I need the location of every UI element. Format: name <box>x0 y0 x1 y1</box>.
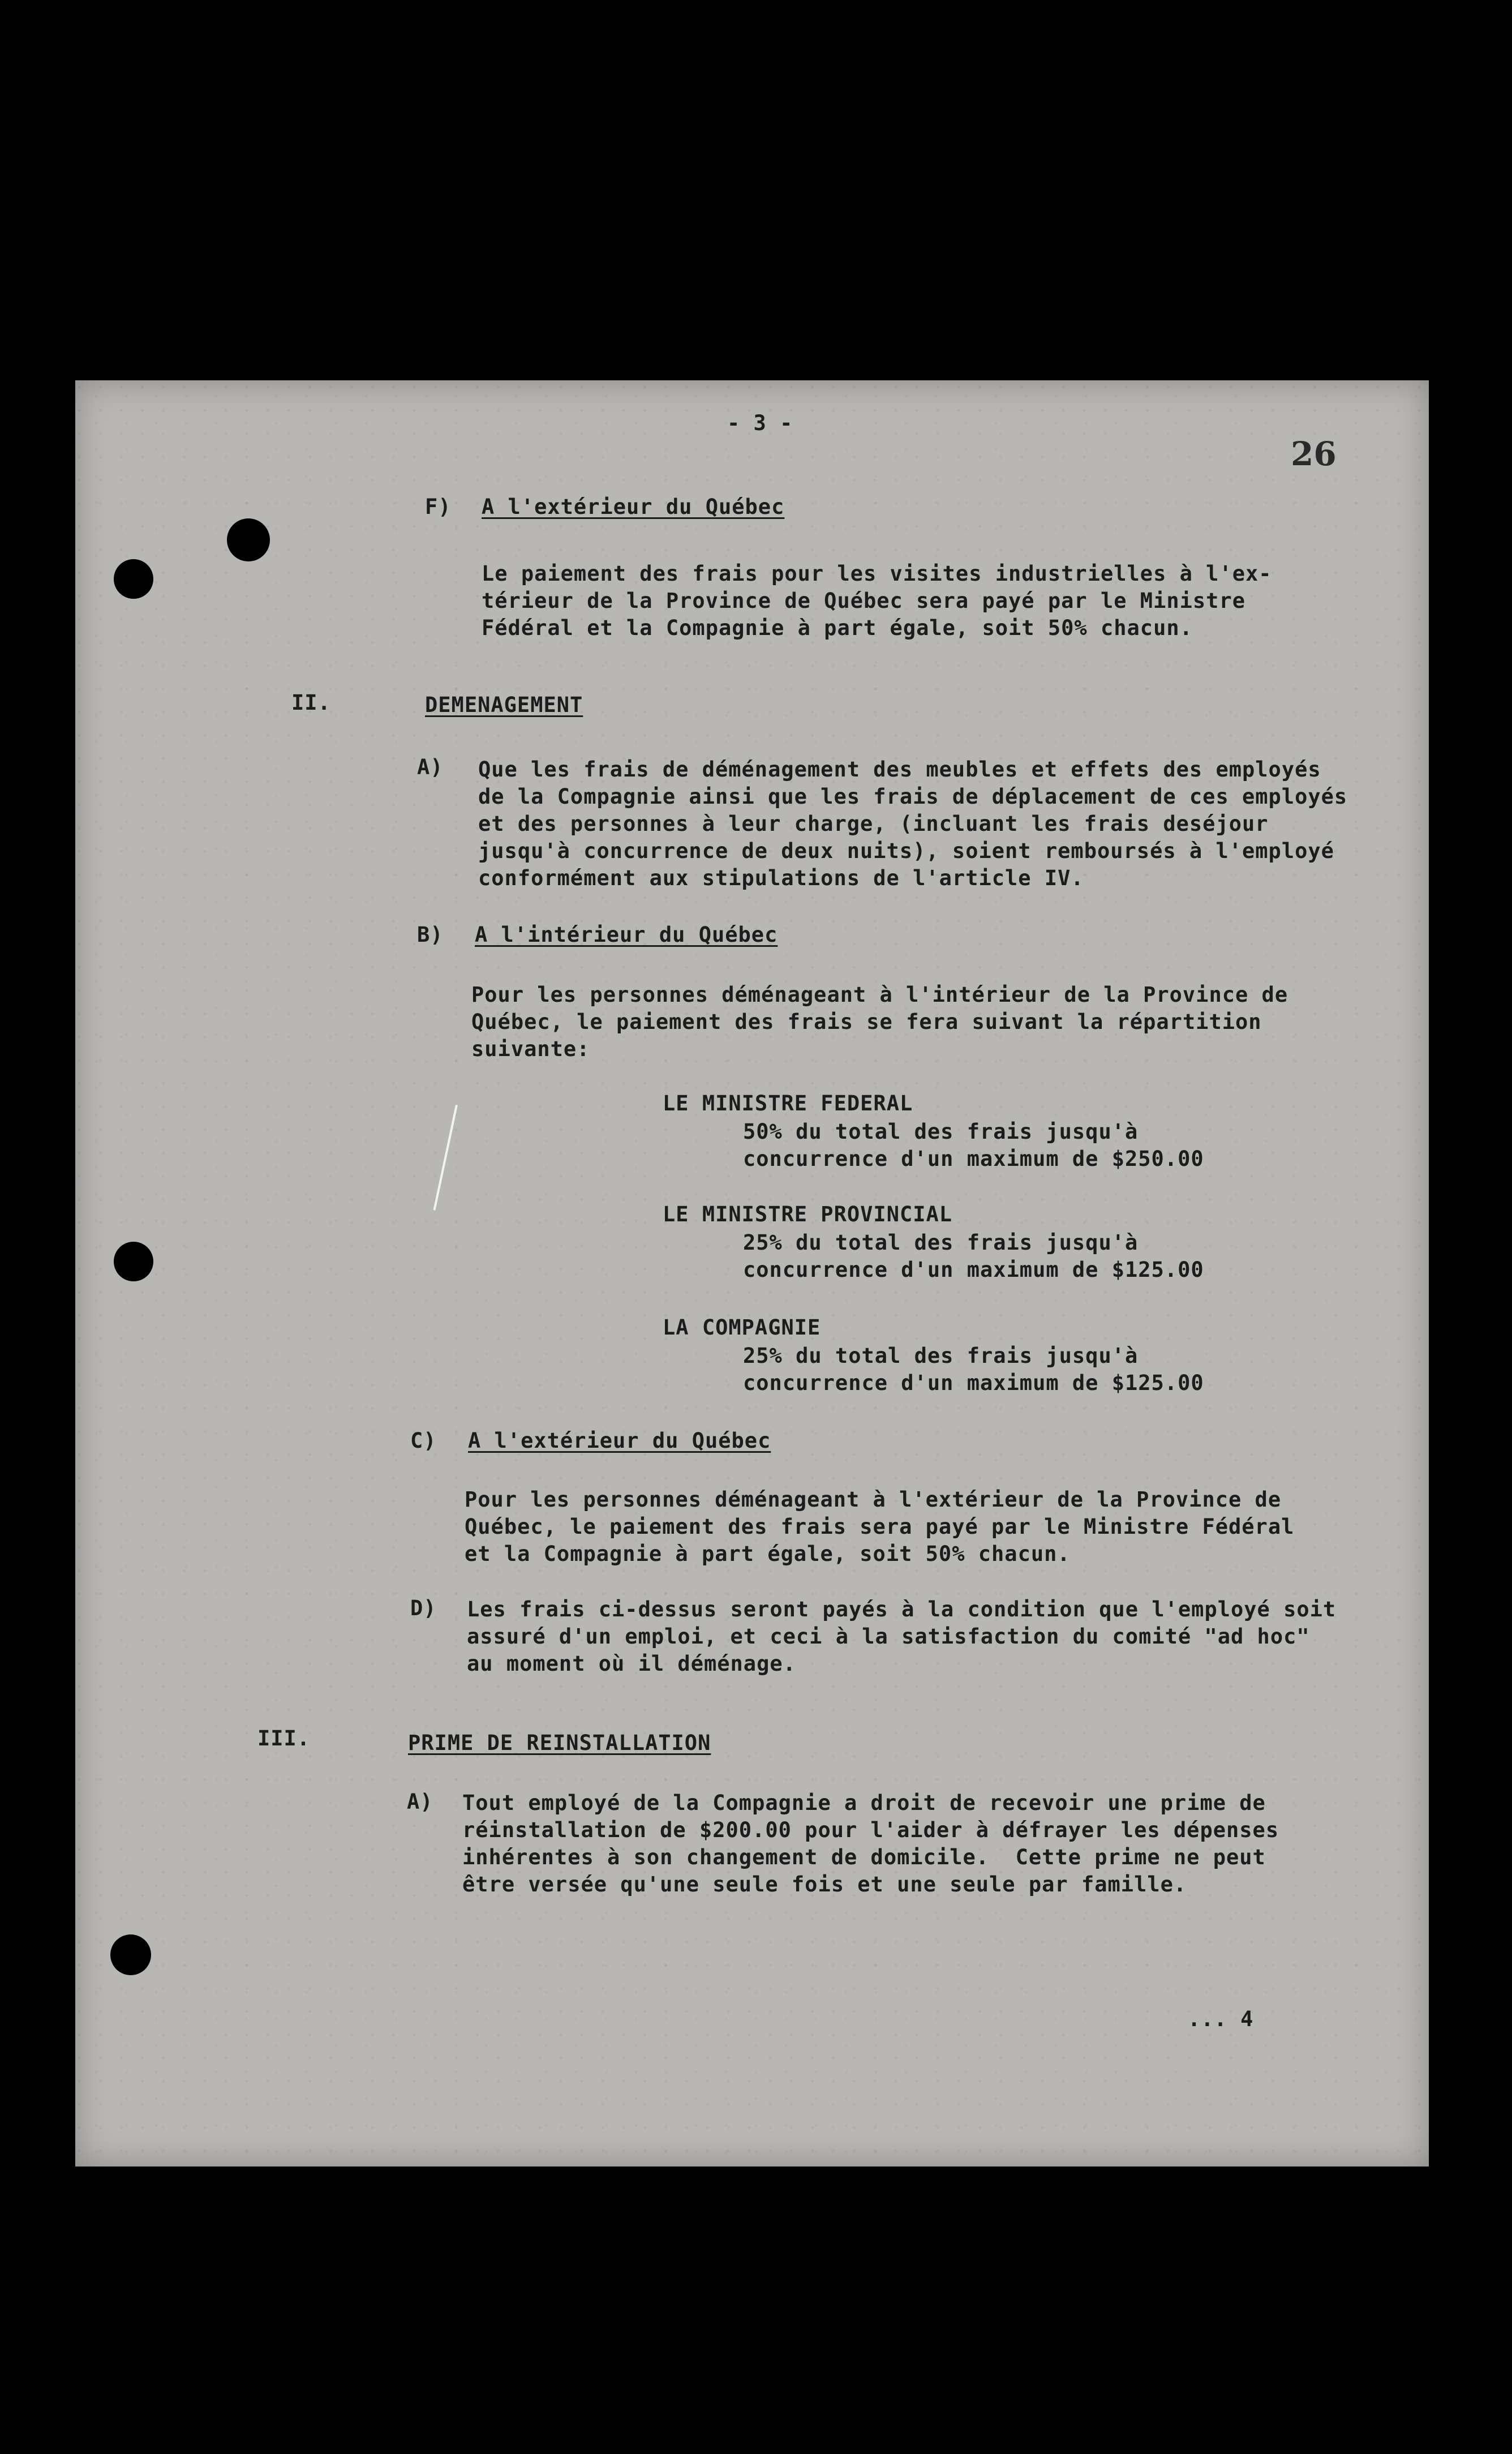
section-2b-label: B) <box>417 923 444 947</box>
section-2c-line: Pour les personnes déménageant à l'extérieur de la Province de <box>465 1487 1282 1512</box>
section-2d-label: D) <box>410 1596 437 1620</box>
section-f-label: F) <box>425 495 452 519</box>
section-3a-line: réinstallation de $200.00 pour l'aider à défrayer les dépenses <box>462 1818 1279 1842</box>
section-2a-label: A) <box>417 755 444 779</box>
section-2c-heading: A l'extérieur du Québec <box>468 1428 771 1453</box>
folio-number: 26 <box>1291 435 1337 473</box>
section-f-line: térieur de la Province de Québec sera payé par le Ministre <box>482 589 1246 613</box>
section-2b-line: suivante: <box>471 1037 590 1061</box>
share-title: LE MINISTRE PROVINCIAL <box>663 1202 953 1226</box>
section-3a-label: A) <box>407 1790 433 1814</box>
section-2c-label: C) <box>410 1428 437 1453</box>
document-page <box>75 380 1429 2166</box>
section-f-line: Fédéral et la Compagnie à part égale, soit 50% chacun. <box>482 616 1193 640</box>
section-2b-line: Pour les personnes déménageant à l'intérieur de la Province de <box>471 983 1288 1007</box>
section-2d-line: Les frais ci-dessus seront payés à la condition que l'employé soit <box>467 1597 1337 1621</box>
section-3-heading: PRIME DE REINSTALLATION <box>408 1731 711 1755</box>
section-3-number: III. <box>257 1726 311 1751</box>
section-2a-line: Que les frais de déménagement des meubles et effets des employés <box>478 757 1321 782</box>
punch-hole <box>227 518 270 561</box>
section-2-heading: DEMENAGEMENT <box>425 693 583 717</box>
section-2a-line: et des personnes à leur charge, (incluant les frais deséjour <box>478 812 1269 836</box>
section-2a-line: jusqu'à concurrence de deux nuits), soient remboursés à l'employé <box>478 839 1334 863</box>
section-2b-heading: A l'intérieur du Québec <box>475 923 778 947</box>
punch-hole <box>114 1242 153 1281</box>
section-f-line: Le paiement des frais pour les visites industrielles à l'ex- <box>482 561 1272 586</box>
share-title: LE MINISTRE FEDERAL <box>663 1091 913 1116</box>
section-2b-line: Québec, le paiement des frais se fera suivant la répartition <box>471 1010 1262 1034</box>
share-title: LA COMPAGNIE <box>663 1315 821 1340</box>
continued-marker: ... 4 <box>1188 2007 1254 2031</box>
section-2d-line: au moment où il déménage. <box>467 1651 796 1676</box>
share-line: 25% du total des frais jusqu'à <box>743 1230 1139 1255</box>
section-2c-line: Québec, le paiement des frais sera payé par le Ministre Fédéral <box>465 1515 1295 1539</box>
section-2d-line: assuré d'un emploi, et ceci à la satisfaction du comité "ad hoc" <box>467 1624 1310 1649</box>
share-line: concurrence d'un maximum de $125.00 <box>743 1258 1204 1282</box>
punch-hole <box>114 559 153 599</box>
section-f-heading: A l'extérieur du Québec <box>482 495 785 519</box>
share-line: concurrence d'un maximum de $125.00 <box>743 1371 1204 1395</box>
share-line: 25% du total des frais jusqu'à <box>743 1344 1139 1368</box>
scratch-mark <box>433 1105 457 1211</box>
section-3a-line: être versée qu'une seule fois et une seule par famille. <box>462 1872 1187 1897</box>
punch-hole <box>110 1934 151 1975</box>
section-2-number: II. <box>291 690 331 715</box>
share-line: concurrence d'un maximum de $250.00 <box>743 1147 1204 1171</box>
section-2a-line: conformément aux stipulations de l'article IV. <box>478 866 1084 890</box>
share-line: 50% du total des frais jusqu'à <box>743 1119 1139 1144</box>
section-2a-line: de la Compagnie ainsi que les frais de déplacement de ces employés <box>478 784 1348 809</box>
section-2c-line: et la Compagnie à part égale, soit 50% chacun. <box>465 1542 1071 1566</box>
section-3a-line: inhérentes à son changement de domicile. Cette prime ne peut <box>462 1845 1266 1869</box>
section-3a-line: Tout employé de la Compagnie a droit de recevoir une prime de <box>462 1791 1266 1815</box>
page-number: - 3 - <box>727 411 793 435</box>
